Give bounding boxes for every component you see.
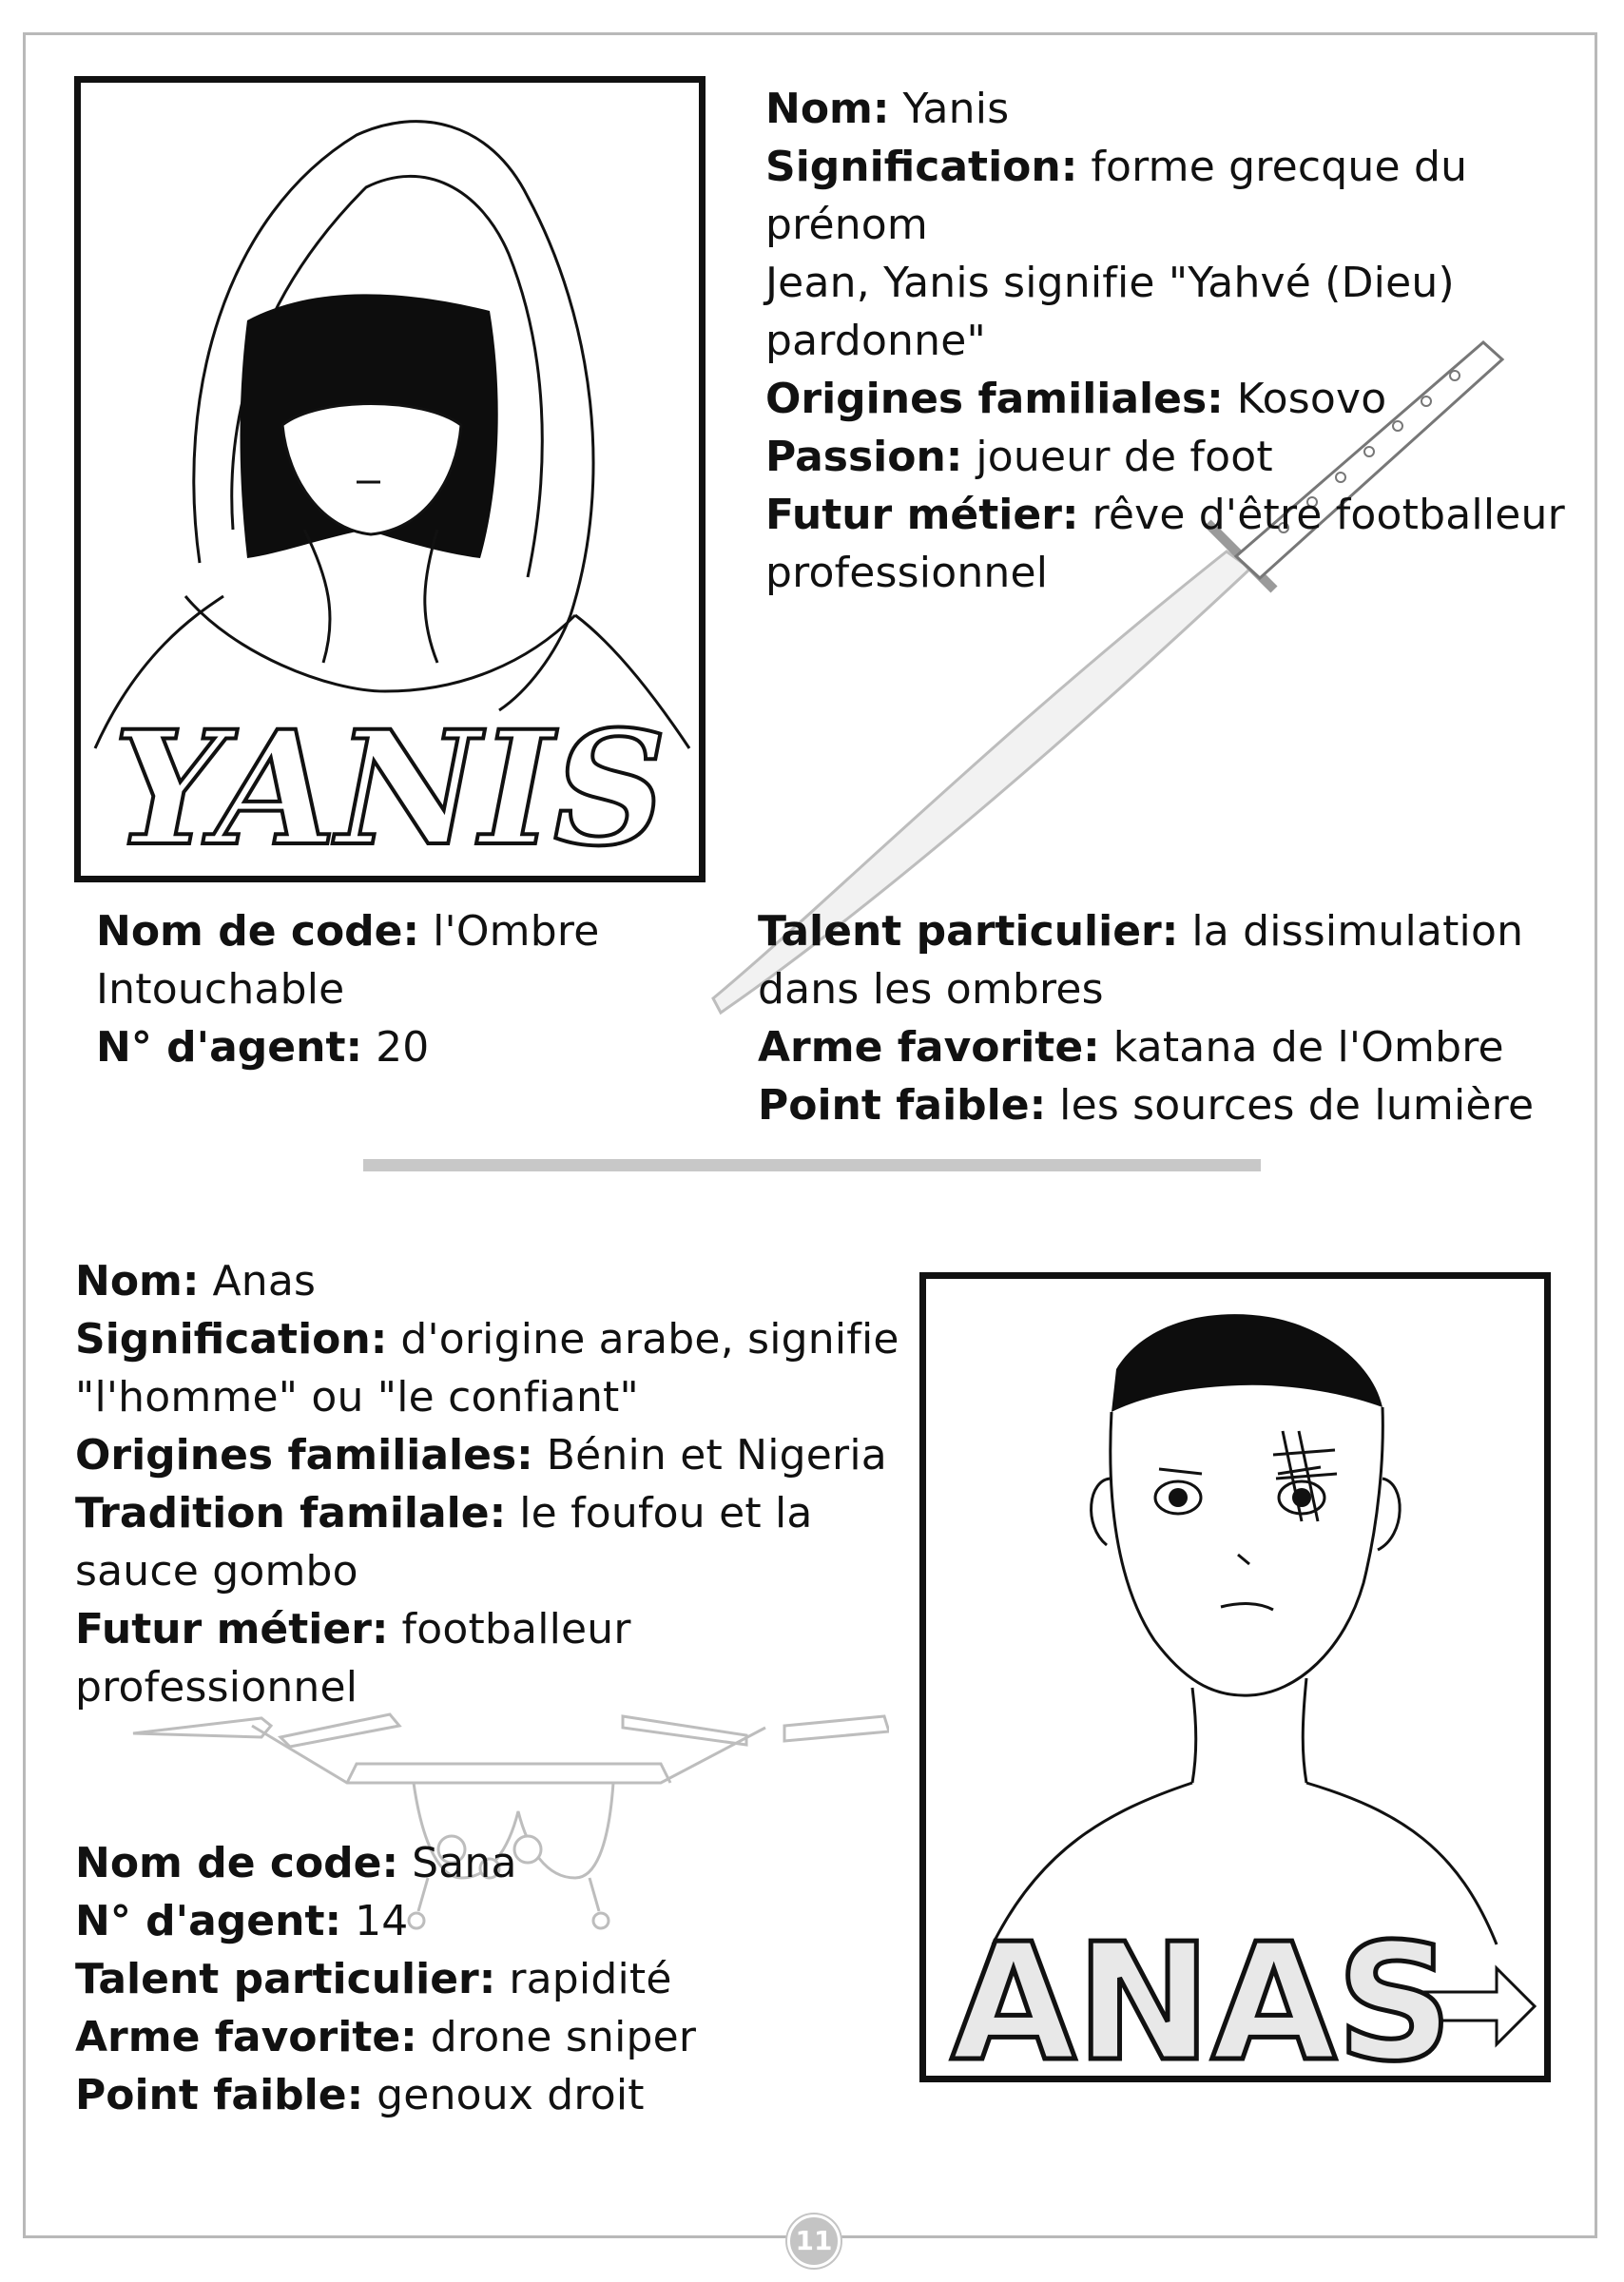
label: Futur métier: — [765, 491, 1079, 539]
agent1-skills — [758, 902, 1576, 1134]
value: rêve d'être footballeur — [1092, 491, 1565, 539]
portrait-anas — [919, 1272, 1551, 2082]
value: "l'homme" ou "le confiant" — [75, 1373, 639, 1421]
value: Anas — [212, 1257, 317, 1305]
label: Arme favorite: — [758, 1023, 1100, 1072]
label: Signification: — [765, 143, 1078, 191]
label: Point faible: — [758, 1081, 1047, 1130]
label: Nom de code: — [75, 1839, 399, 1887]
value: forme grecque du prénom — [765, 143, 1468, 249]
agent2-bio — [75, 1252, 912, 1716]
value: Jean, Yanis signifie "Yahvé (Dieu) — [765, 259, 1455, 307]
value: katana de l'Ombre — [1112, 1023, 1504, 1072]
label: Arme favorite: — [75, 2013, 417, 2061]
label: Origines familiales: — [75, 1431, 533, 1479]
value: Sana — [412, 1839, 517, 1887]
label: Point faible: — [75, 2071, 364, 2119]
value: Bénin et Nigeria — [546, 1431, 887, 1479]
label: Nom de code: — [96, 907, 420, 956]
yanis-graffiti: YANIS — [112, 696, 667, 876]
boy-drawing — [926, 1279, 1544, 2076]
value: les sources de lumière — [1059, 1081, 1535, 1130]
value: sauce gombo — [75, 1547, 358, 1595]
label: Nom: — [765, 85, 890, 133]
value: Intouchable — [96, 965, 345, 1014]
hooded-figure-drawing — [81, 83, 699, 876]
agent1-codename — [96, 902, 705, 1076]
label: Talent particulier: — [758, 907, 1179, 956]
label: Talent particulier: — [75, 1955, 496, 2003]
agent1-bio — [765, 80, 1583, 602]
label: Signification: — [75, 1315, 388, 1363]
portrait-yanis — [74, 76, 706, 882]
label: Passion: — [765, 433, 963, 481]
label: N° d'agent: — [96, 1023, 363, 1072]
value: l'Ombre — [433, 907, 600, 956]
value: joueur de foot — [976, 433, 1273, 481]
page-number: 11 — [787, 2214, 841, 2268]
value: la dissimulation — [1191, 907, 1524, 956]
label: Origines familiales: — [765, 375, 1224, 423]
value: d'origine arabe, signifie — [400, 1315, 899, 1363]
value: 20 — [376, 1023, 430, 1072]
value: le foufou et la — [519, 1489, 813, 1537]
value: rapidité — [509, 1955, 672, 2003]
value: pardonne" — [765, 317, 986, 365]
value: dans les ombres — [758, 965, 1104, 1014]
value: genoux droit — [377, 2071, 645, 2119]
value: Yanis — [902, 85, 1010, 133]
label: Tradition familale: — [75, 1489, 507, 1537]
value: 14 — [355, 1897, 409, 1945]
label: Nom: — [75, 1257, 200, 1305]
agent2-codename — [75, 1834, 912, 2124]
section-separator — [363, 1159, 1261, 1171]
value: footballeur professionnel — [75, 1605, 631, 1712]
value: drone sniper — [430, 2013, 697, 2061]
label: N° d'agent: — [75, 1897, 342, 1945]
value: Kosovo — [1236, 375, 1387, 423]
value: professionnel — [765, 549, 1049, 597]
label: Futur métier: — [75, 1605, 389, 1653]
anas-graffiti: ANAS — [951, 1909, 1453, 2076]
